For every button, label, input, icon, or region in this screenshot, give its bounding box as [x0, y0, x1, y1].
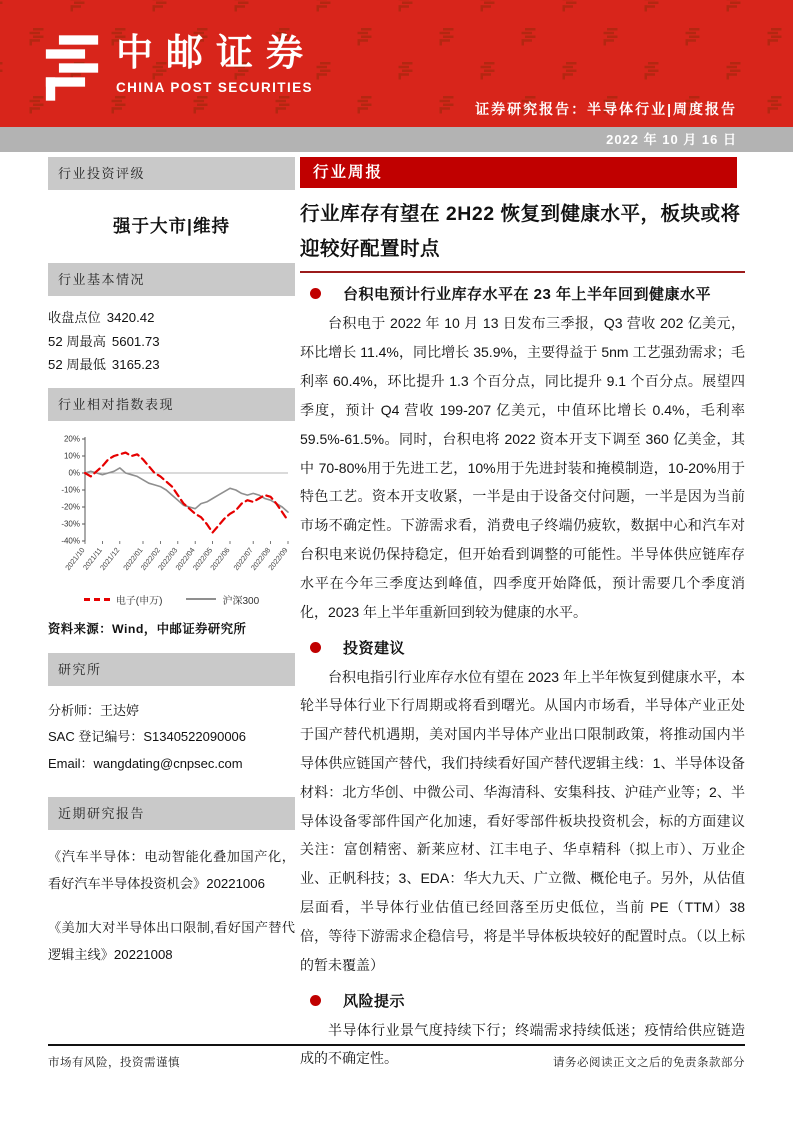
china-post-emblem-icon [44, 34, 100, 102]
report-title: 行业库存有望在 2H22 恢复到健康水平，板块或将迎较好配置时点 [300, 203, 741, 260]
section-heading-text: 投资建议 [343, 639, 406, 657]
line-chart [48, 429, 295, 591]
svg-text:2022/04: 2022/04 [173, 545, 197, 572]
sidebar-header-institute: 研究所 [48, 653, 295, 686]
section-heading-text: 风险提示 [343, 992, 406, 1010]
stat-close-label: 收盘点位 [48, 310, 101, 325]
analyst-sac-line: SAC 登记编号：S1340522090006 [48, 729, 247, 745]
legend-hs300-label: 沪深300 [222, 595, 260, 607]
svg-text:2022/03: 2022/03 [156, 545, 180, 572]
svg-text:2022/05: 2022/05 [190, 545, 215, 572]
main-content [300, 157, 745, 1077]
data-source-note: 资料来源：Wind，中邮证券研究所 [48, 621, 247, 636]
section-heading-text: 台积电预计行业库存水平在 23 年上半年回到健康水平 [343, 286, 712, 304]
svg-text:-20%: -20% [61, 502, 80, 512]
stat-52w-low-label: 52 周最低 [48, 357, 106, 372]
svg-text:20%: 20% [63, 434, 80, 444]
weekly-report-banner: 行业周报 [300, 157, 737, 188]
brand-name-en: CHINA POST SECURITIES [116, 79, 313, 95]
svg-text:0%: 0% [68, 468, 80, 478]
stat-close [48, 306, 295, 330]
stat-52w-low [48, 353, 295, 377]
brand-name-cn: 中邮证券 [116, 32, 316, 73]
sidebar-header-chart: 行业相对指数表现 [48, 388, 295, 421]
section-body-advice: 台积电指引行业库存水位有望在 2023 年上半年恢复到健康水平，本轮半导体行业下行周期或将看到曙光。从国内市场看，半导体产业正处于国产替代机遇期，美对国内半导体产业出口限制政策，将推动国内半导体供应链国产替代，我们持续看好国产替代逻辑主线：1、半导体设备材料：北方华创、中微公司、华海清科、安集科技、沪硅产业等；2、半导体设备零部件国产化加速，看好零部件板块投资机会，标的方面建议关注：富创精密、新莱应材、江丰电子、华卓精科（拟上市）、万业企业、正帆科技；3、EDA：华大九天、广立微、概伦电子。另外，从估值层面看，半导体行业估值已经回落至历史低位，当前 PE（TTM）38 倍，等待下游需求企稳信号，将是半导体板块较好的配置时点。（以上标的暂未覆盖） [300, 668, 745, 973]
svg-text:2022/01: 2022/01 [121, 545, 145, 572]
red-bullet-icon [310, 288, 321, 299]
legend-hs300 [186, 592, 259, 607]
title-divider [300, 271, 745, 273]
report-date: 2022 年 10 月 16 日 [0, 127, 793, 152]
svg-text:-30%: -30% [61, 519, 80, 529]
section-heading-tsmc [300, 283, 745, 304]
svg-text:2022/09: 2022/09 [266, 545, 290, 572]
solid-line-swatch [186, 598, 216, 600]
report-type-line: 证券研究报告：半导体行业|周度报告 [475, 101, 737, 117]
svg-text:2022/02: 2022/02 [138, 545, 162, 572]
svg-text:2021/12: 2021/12 [98, 545, 122, 572]
analyst-email-line: Email：wangdating@cnpsec.com [48, 755, 243, 771]
stat-52w-low-value: 3165.23 [111, 357, 160, 372]
sidebar-header-recent-reports: 近期研究报告 [48, 797, 295, 830]
sidebar-header-rating: 行业投资评级 [48, 157, 295, 190]
sidebar-header-basics: 行业基本情况 [48, 263, 295, 296]
svg-text:2021/10: 2021/10 [63, 545, 87, 572]
legend-electronics [84, 592, 163, 607]
relative-index-chart [48, 429, 295, 607]
recent-report-item: 《美加大对半导体出口限制,看好国产替代逻辑主线》20221008 [48, 920, 295, 962]
footer-risk-warning: 市场有风险，投资需谨慎 [48, 1057, 180, 1069]
stat-close-value: 3420.42 [106, 310, 155, 325]
report-header [0, 0, 793, 127]
stat-52w-high-value: 5601.73 [111, 333, 160, 349]
brand-logo [44, 34, 316, 102]
red-bullet-icon [310, 995, 321, 1006]
industry-stats [48, 306, 295, 377]
svg-text:2022/07: 2022/07 [231, 545, 255, 572]
footer-disclaimer-note: 请务必阅读正文之后的免责条款部分 [553, 1057, 745, 1069]
legend-electronics-label: 电子(申万) [115, 595, 163, 607]
page-footer [48, 1044, 745, 1070]
recent-report-item: 《汽车半导体：电动智能化叠加国产化，看好汽车半导体投资机会》20221006 [48, 849, 295, 891]
svg-text:-10%: -10% [61, 485, 80, 495]
analyst-name-line: 分析师：王达婷 [48, 702, 140, 718]
svg-text:2022/08: 2022/08 [248, 545, 273, 572]
svg-text:-40%: -40% [61, 536, 80, 546]
dashed-line-swatch [84, 598, 110, 601]
red-bullet-icon [310, 642, 321, 653]
sidebar [48, 157, 295, 986]
svg-text:2021/11: 2021/11 [80, 545, 104, 572]
section-body-risk: 半导体行业景气度持续下行；终端需求持续低迷；疫情给供应链造成的不确定性。 [300, 1021, 745, 1067]
stat-52w-high-label: 52 周最高 [48, 333, 106, 349]
chart-legend [48, 592, 295, 607]
section-heading-risk [300, 990, 745, 1011]
section-heading-advice [300, 637, 745, 658]
stat-52w-high [48, 330, 295, 354]
svg-text:10%: 10% [63, 451, 80, 461]
recent-reports-list [48, 844, 295, 968]
industry-rating: 强于大市|维持 [113, 216, 230, 236]
svg-text:2022/06: 2022/06 [208, 545, 232, 572]
analyst-block [48, 698, 295, 778]
section-body-tsmc: 台积电于 2022 年 10 月 13 日发布三季报，Q3 营收 202 亿美元，环比增长 11.4%，同比增长 35.9%，主要得益于 5nm 工艺强劲需求；毛利率 60.4%，环比提升 1.3 个百分点，同比提升 9.1 个百分点。展望四季度，预计 Q4 营收 199-207 亿美元，中值环比增长 0.4%，毛利率 59.5%-61.5%。同时，台积电将 2022 资本开支下调至 360 亿美金，其中 70-80%用于先进工艺，10%用于先进封装和掩模制造，10-20%用于特色工艺。资本开支收紧，一半是由于设备交付问题，一半是因为当前市场不确定性。下游需求看，消费电子终端仍疲软，数据中心和汽车对台积电来说仍保持稳定，但开始看到调整的可能性。半导体供应链库存水平在今年三季度达到峰值，四季度开始降低，预计需要几个季度消化，2023 年上半年重新回到较为健康的水平。 [300, 315, 745, 620]
